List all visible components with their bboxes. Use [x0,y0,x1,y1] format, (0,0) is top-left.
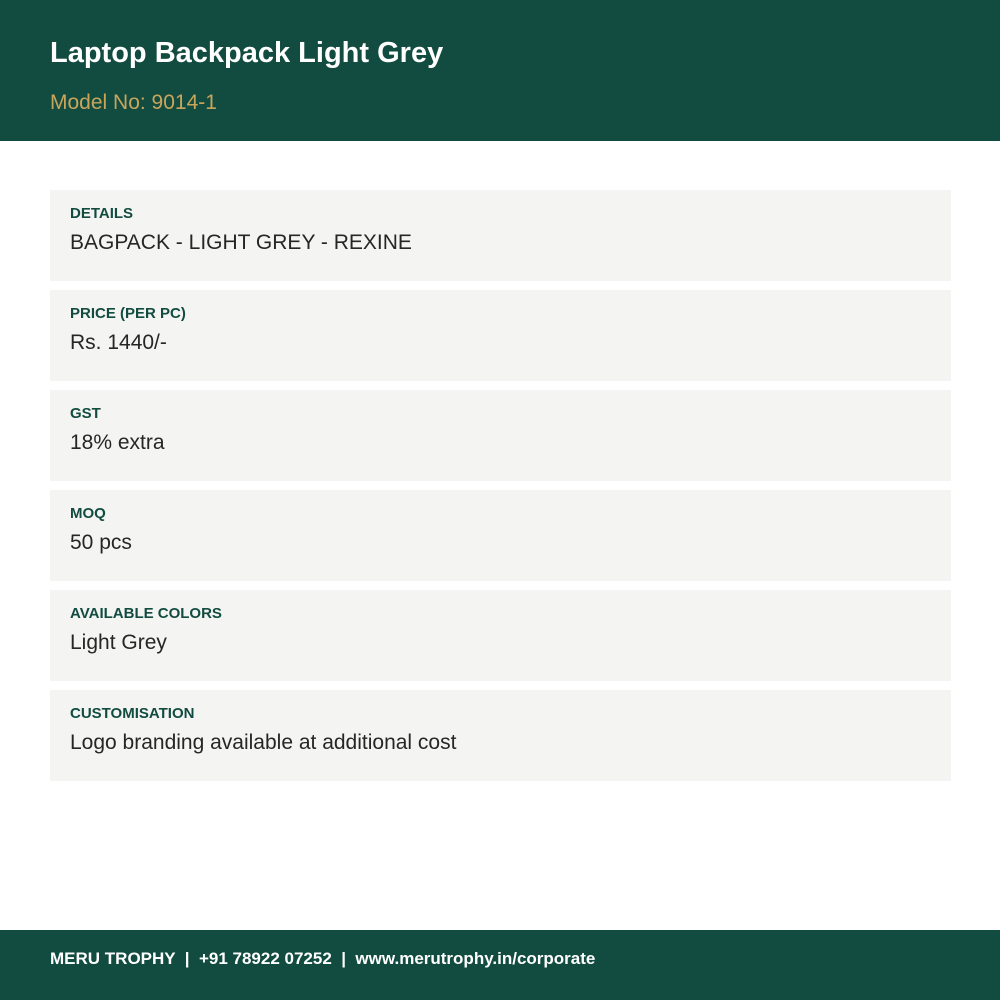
detail-card-gst [50,390,951,481]
footer-contact-text: MERU TROPHY | +91 78922 07252 | www.merutrophy.in/corporate [50,949,596,968]
model-number: Model No: 9014-1 [50,91,217,114]
header-banner [0,0,1000,141]
detail-card-colors [50,590,951,681]
detail-value: Light Grey [70,631,167,654]
detail-value: 50 pcs [70,531,132,554]
detail-label: MOQ [70,505,106,522]
detail-value: Rs. 1440/- [70,331,167,354]
detail-value: 18% extra [70,431,165,454]
detail-label: AVAILABLE COLORS [70,605,222,622]
detail-card-moq [50,490,951,581]
page-title: Laptop Backpack Light Grey [50,37,444,69]
detail-card-customisation [50,690,951,781]
detail-card-price [50,290,951,381]
detail-label: CUSTOMISATION [70,705,195,722]
detail-label: PRICE (PER PC) [70,305,186,322]
detail-value: BAGPACK - LIGHT GREY - REXINE [70,231,412,254]
detail-label: DETAILS [70,205,134,222]
detail-label: GST [70,405,101,422]
details-list [50,190,951,790]
detail-card-details [50,190,951,281]
detail-value: Logo branding available at additional cost [70,731,457,754]
